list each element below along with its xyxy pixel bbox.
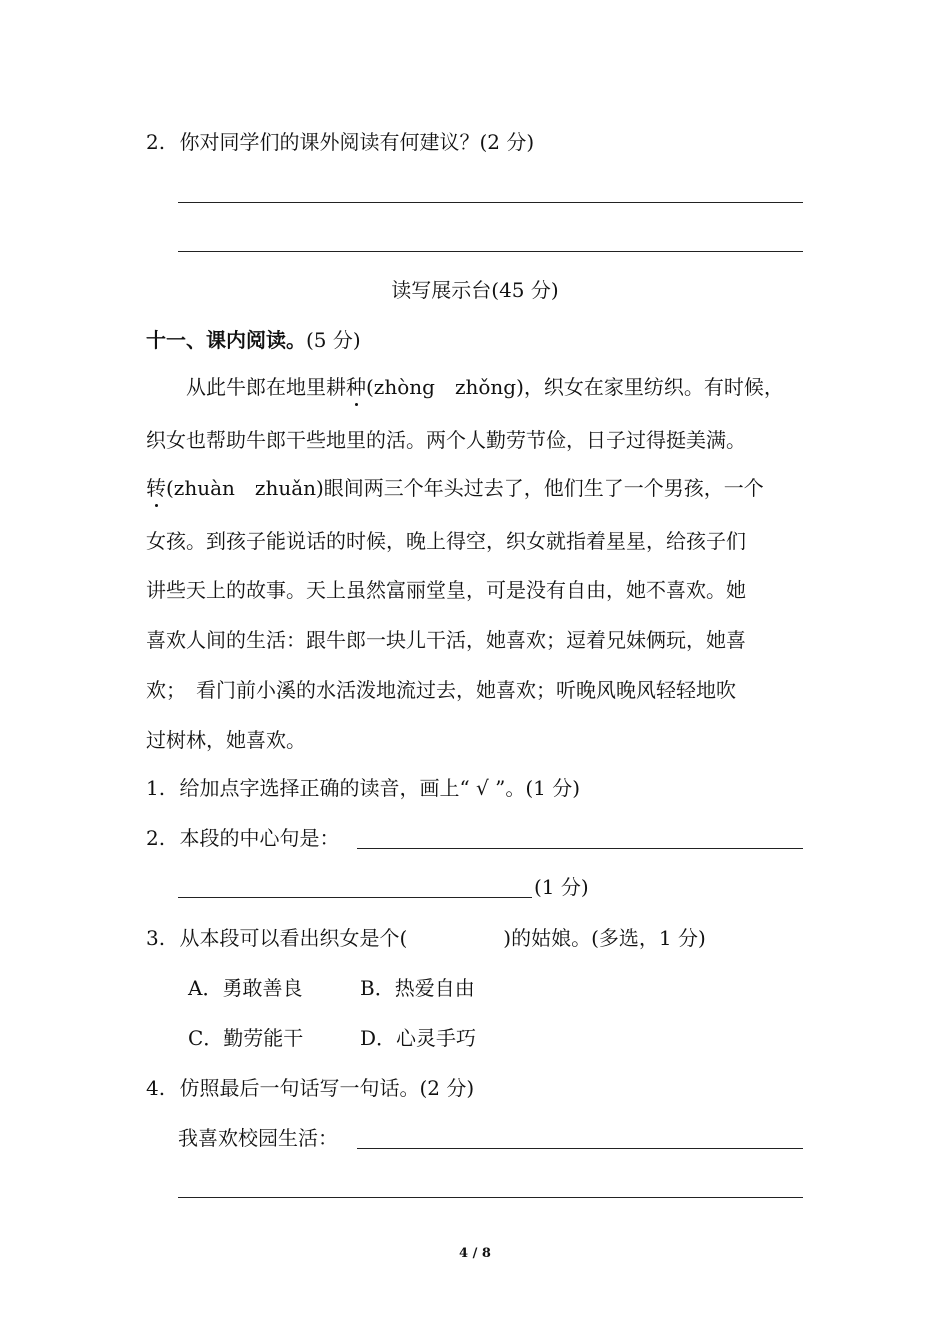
- writing-prompt: 我喜欢校园生活：: [178, 1126, 338, 1150]
- question-text: 本段的中心句是：: [179, 826, 340, 850]
- question-text: 仿照最后一句话写一句话。(2 分): [179, 1076, 475, 1100]
- answer-line[interactable]: [357, 848, 803, 849]
- page-number: 4 / 8: [459, 1246, 491, 1261]
- option-b[interactable]: B．热爱自由: [360, 976, 475, 1000]
- question-number: 1.: [146, 776, 166, 800]
- section-11-heading: [146, 326, 361, 354]
- passage-line: 喜欢人间的生活：跟牛郎一块儿干活，她喜欢；逗着兄妹俩玩，她喜: [146, 628, 746, 652]
- passage-line: 女孩。到孩子能说话的时候，晚上得空，织女就指着星星，给孩子们: [146, 529, 746, 553]
- option-c[interactable]: C．勤劳能干: [188, 1026, 304, 1050]
- question-2-reading-advice: [146, 128, 534, 156]
- answer-line[interactable]: [178, 1197, 803, 1198]
- passage-line: 欢； 看门前小溪的水活泼地流过去，她喜欢；听晚风晚风轻轻地吹: [146, 678, 736, 702]
- question-2-central-sentence: [146, 824, 339, 852]
- question-1: [146, 774, 580, 802]
- answer-line[interactable]: [178, 897, 532, 898]
- question-number: 2.: [146, 130, 166, 154]
- question-3: [146, 924, 706, 952]
- answer-line[interactable]: [178, 202, 803, 203]
- passage-line: [146, 474, 764, 502]
- answer-line[interactable]: [178, 251, 803, 252]
- question-text: )的姑娘。(多选，1 分): [503, 926, 706, 950]
- passage-line: 过树林，她喜欢。: [146, 728, 306, 752]
- passage-line: [186, 373, 784, 401]
- question-score: (1 分): [534, 875, 589, 899]
- dotted-character: 转: [146, 476, 166, 500]
- section-title: 读写展示台(45 分): [391, 278, 559, 302]
- dotted-character: 种: [346, 375, 366, 399]
- question-number: 3.: [146, 926, 166, 950]
- section-label: 十一、课内阅读。: [146, 328, 306, 352]
- option-d[interactable]: D．心灵手巧: [360, 1026, 477, 1050]
- question-number: 4.: [146, 1076, 166, 1100]
- question-4: [146, 1074, 474, 1102]
- question-text: 从本段可以看出织女是个(: [179, 926, 408, 950]
- question-text: 你对同学们的课外阅读有何建议？(2 分): [179, 130, 535, 154]
- passage-line: 讲些天上的故事。天上虽然富丽堂皇，可是没有自由，她不喜欢。她: [146, 578, 746, 602]
- passage-text: (zhòng zhǒng)，织女在家里纺织。有时候，: [366, 375, 784, 399]
- answer-line[interactable]: [357, 1148, 803, 1149]
- passage-text: 从此牛郎在地里耕: [186, 375, 346, 399]
- option-a[interactable]: A．勇敢善良: [188, 976, 303, 1000]
- section-score: (5 分): [306, 328, 361, 352]
- question-number: 2.: [146, 826, 166, 850]
- question-text: 给加点字选择正确的读音，画上“ √ ”。(1 分): [179, 776, 581, 800]
- passage-line: 织女也帮助牛郎干些地里的活。两个人勤劳节俭，日子过得挺美满。: [146, 428, 746, 452]
- passage-text: (zhuàn zhuǎn)眼间两三个年头过去了，他们生了一个男孩，一个: [166, 476, 764, 500]
